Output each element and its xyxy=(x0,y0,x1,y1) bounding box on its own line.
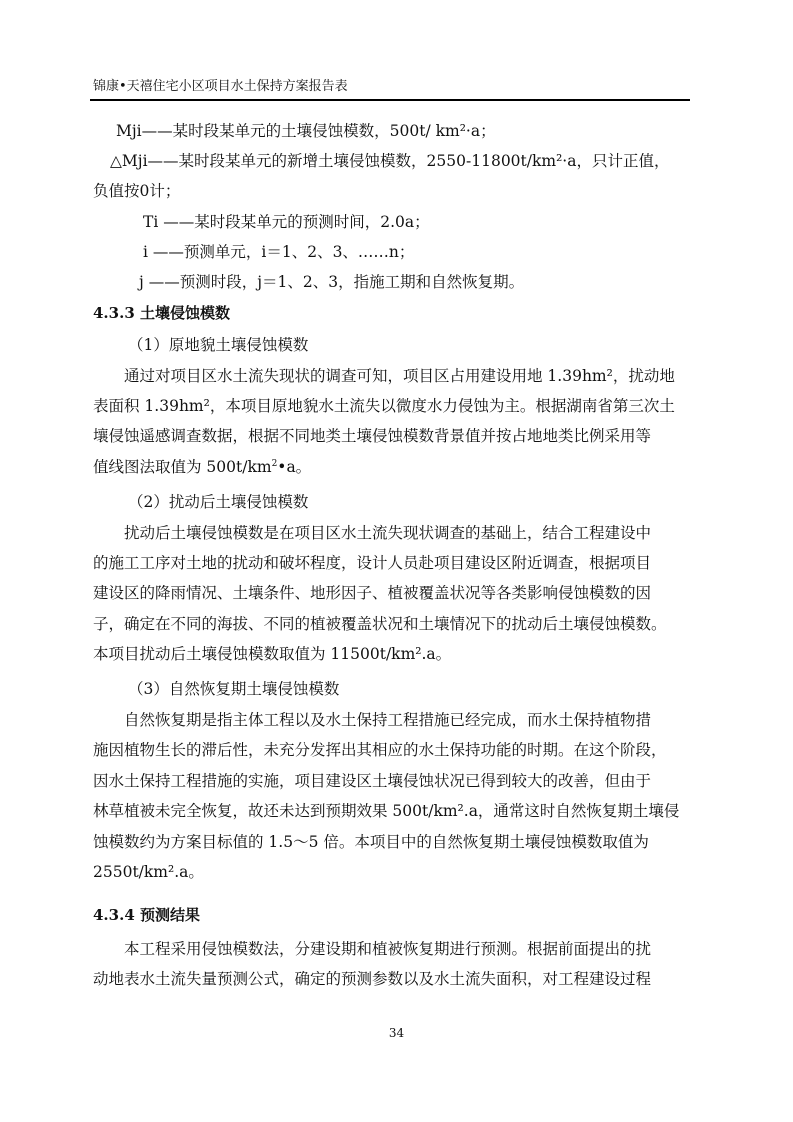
paragraph-line: 扰动后土壤侵蚀模数是在项目区水土流失现状调查的基础上，结合工程建设中 xyxy=(124,524,652,542)
paragraph-line: 壤侵蚀遥感调查数据，根据不同地类土壤侵蚀模数背景值并按占地地类比例采用等 xyxy=(93,427,652,445)
definition-i: i ——预测单元，i＝1、2、3、……n； xyxy=(143,243,415,261)
paragraph-line: 动地表水土流失量预测公式，确定的预测参数以及水土流失面积，对工程建设过程 xyxy=(93,970,652,988)
superscript-two: 2 xyxy=(271,458,278,469)
subsection-title-natural-recovery: （3）自然恢复期土壤侵蚀模数 xyxy=(128,680,340,698)
paragraph-line: 因水土保持工程措施的实施，项目建设区土壤侵蚀状况已得到较大的改善，但由于 xyxy=(93,772,652,790)
paragraph-line: 本项目扰动后土壤侵蚀模数取值为 11500t/km².a。 xyxy=(93,645,452,663)
subsection-title-disturbed: （2）扰动后土壤侵蚀模数 xyxy=(128,493,309,511)
paragraph-line: 表面积 1.39hm²，本项目原地貌水土流失以微度水力侵蚀为主。根据湖南省第三次土 xyxy=(93,397,675,415)
paragraph-line xyxy=(93,457,311,477)
paragraph-line: 本工程采用侵蚀模数法，分建设期和植被恢复期进行预测。根据前面提出的扰 xyxy=(124,940,652,958)
paragraph-line: 林草植被未完全恢复，故还未达到预期效果 500t/km².a，通常这时自然恢复期土壤侵 xyxy=(93,802,680,820)
definition-mji: Mji——某时段某单元的土壤侵蚀模数，500t/ km²·a； xyxy=(116,122,496,140)
erosion-value-text: 值线图法取值为 500t/km xyxy=(93,458,272,476)
paragraph-line: 建设区的降雨情况、土壤条件、地形因子、植被覆盖状况等各类影响侵蚀模数的因 xyxy=(93,584,652,602)
definition-delta-mji-continued: 负值按0计； xyxy=(93,182,181,200)
paragraph-line: 自然恢复期是指主体工程以及水土保持工程措施已经完成，而水土保持植物措 xyxy=(124,711,652,729)
paragraph-line: 的施工工序对土地的扰动和破坏程度，设计人员赴项目建设区附近调查，根据项目 xyxy=(93,554,652,572)
paragraph-line: 子，确定在不同的海拔、不同的植被覆盖状况和土壤情况下的扰动后土壤侵蚀模数。 xyxy=(93,615,667,633)
page-header-title: 锦康•天禧住宅小区项目水土保持方案报告表 xyxy=(93,79,348,94)
subsection-title-original-landform: （1）原地貌土壤侵蚀模数 xyxy=(128,336,309,354)
paragraph-line: 通过对项目区水土流失现状的调查可知，项目区占用建设用地 1.39hm²，扰动地 xyxy=(124,367,675,385)
section-heading-4-3-3: 4.3.3 土壤侵蚀模数 xyxy=(93,304,230,322)
header-divider xyxy=(90,99,690,101)
section-heading-4-3-4: 4.3.4 预测结果 xyxy=(93,906,200,924)
definition-delta-mji: △Mji——某时段某单元的新增土壤侵蚀模数，2550-11800t/km²·a，只计正值， xyxy=(110,152,670,170)
erosion-unit-text: •a。 xyxy=(277,458,312,476)
paragraph-line: 蚀模数约为方案目标值的 1.5～5 倍。本项目中的自然恢复期土壤侵蚀模数取值为 xyxy=(93,833,649,851)
page-number: 34 xyxy=(388,1026,405,1040)
paragraph-line: 施因植物生长的滞后性，未充分发挥出其相应的水土保持功能的时期。在这个阶段， xyxy=(93,741,667,759)
definition-ti: Ti ——某时段某单元的预测时间，2.0a； xyxy=(143,213,430,231)
paragraph-line: 2550t/km².a。 xyxy=(93,863,204,881)
definition-j: j ——预测时段，j＝1、2、3，指施工期和自然恢复期。 xyxy=(139,273,525,291)
